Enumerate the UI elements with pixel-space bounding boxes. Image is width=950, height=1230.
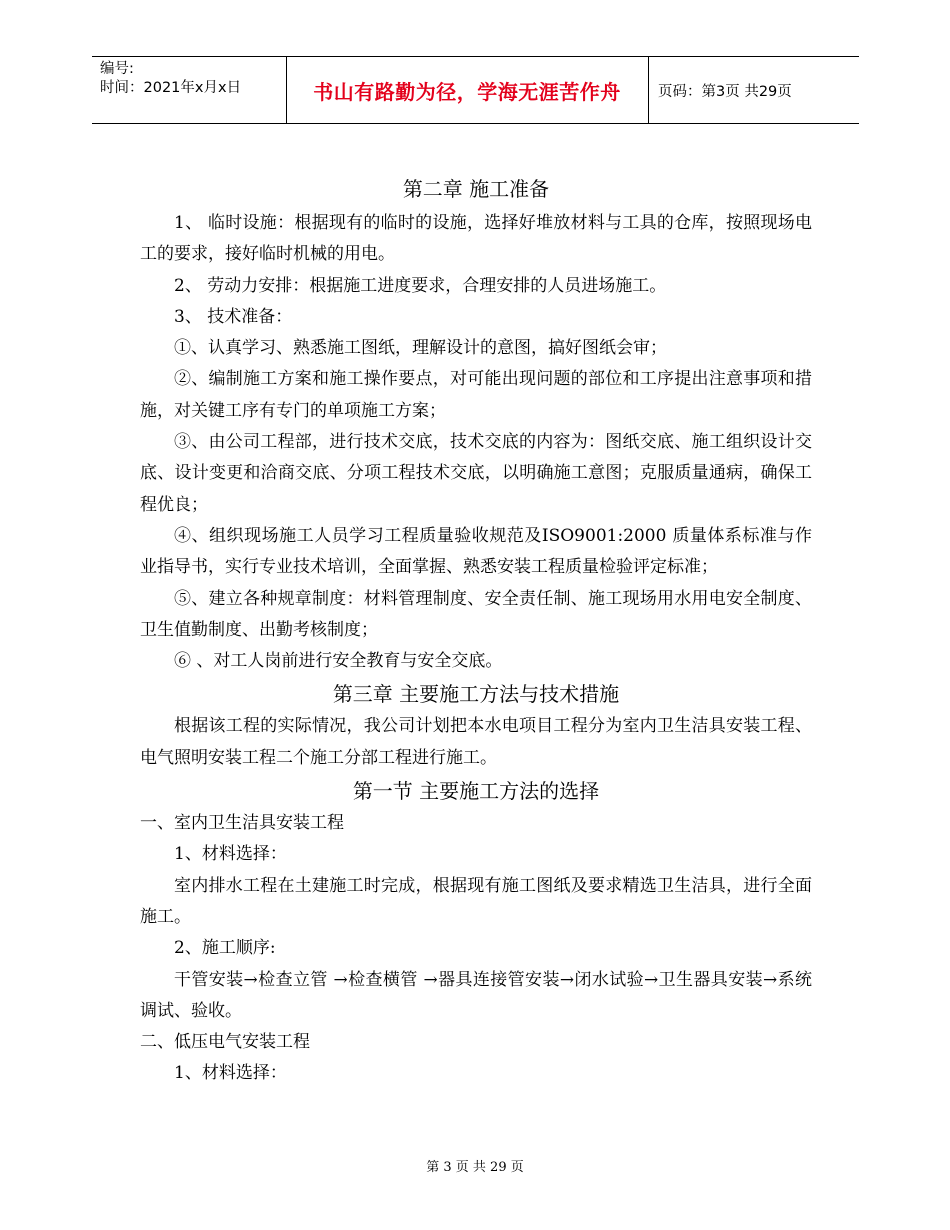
paragraph: ⑤、建立各种规章制度：材料管理制度、安全责任制、施工现场用水用电安全制度、卫生值勤制度、出勤考核制度； <box>140 588 812 640</box>
header-page-number: 页码：第3页 共29页 <box>658 83 792 100</box>
paragraph: ③、由公司工程部，进行技术交底，技术交底的内容为：图纸交底、施工组织设计交底、设计变更和洽商交底、分项工程技术交底，以明确施工意图；克服质量通病，确保工程优良； <box>140 432 812 515</box>
paragraph: 1、材料选择： <box>174 1063 287 1084</box>
chapter-title: 第三章 主要施工方法与技术措施 <box>332 682 620 707</box>
doc-number-label: 编号: <box>100 61 134 77</box>
paragraph: ⑥ 、对工人岗前进行安全教育与安全交底。 <box>174 651 503 672</box>
paragraph: ①、认真学习、熟悉施工图纸，理解设计的意图，搞好图纸会审； <box>174 338 667 359</box>
section-title: 第一节 主要施工方法的选择 <box>352 779 600 804</box>
doc-time-label: 时间：2021年x月x日 <box>100 80 242 96</box>
header-meta <box>100 60 241 98</box>
paragraph: 干管安装→检查立管 →检查横管 →器具连接管安装→闭水试验→卫生器具安装→系统调试、验收。 <box>140 969 812 1021</box>
subsection-heading: 二、低压电气安装工程 <box>140 1032 310 1053</box>
page-footer: 第 3 页 共 29 页 <box>426 1160 524 1175</box>
header-slogan: 书山有路勤为径，学海无涯苦作舟 <box>313 79 621 104</box>
paragraph: 1、材料选择： <box>174 844 287 865</box>
paragraph: 根据该工程的实际情况，我公司计划把本水电项目工程分为室内卫生洁具安装工程、电气照明安装工程二个施工分部工程进行施工。 <box>140 716 812 768</box>
page-header <box>92 56 859 124</box>
subsection-heading: 一、室内卫生洁具安装工程 <box>140 813 344 834</box>
paragraph: 2、 劳动力安排：根据施工进度要求，合理安排的人员进场施工。 <box>174 275 667 296</box>
paragraph: 室内排水工程在土建施工时完成，根据现有施工图纸及要求精选卫生洁具，进行全面施工。 <box>140 875 812 927</box>
chapter-title: 第二章 施工准备 <box>402 177 550 201</box>
paragraph: ④、组织现场施工人员学习工程质量验收规范及ISO9001:2000 质量体系标准与作业指导书，实行专业技术培训，全面掌握、熟悉安装工程质量检验评定标准； <box>140 525 812 578</box>
document-body <box>140 172 812 1090</box>
paragraph: 2、施工顺序: <box>174 938 276 959</box>
paragraph: ②、编制施工方案和施工操作要点，对可能出现问题的部位和工序提出注意事项和措施，对关键工序有专门的单项施工方案； <box>140 369 812 421</box>
paragraph: 1、 临时设施：根据现有的临时的设施，选择好堆放材料与工具的仓库，按照现场电工的要求，接好临时机械的用电。 <box>140 213 812 265</box>
paragraph: 3、 技术准备： <box>174 306 293 327</box>
